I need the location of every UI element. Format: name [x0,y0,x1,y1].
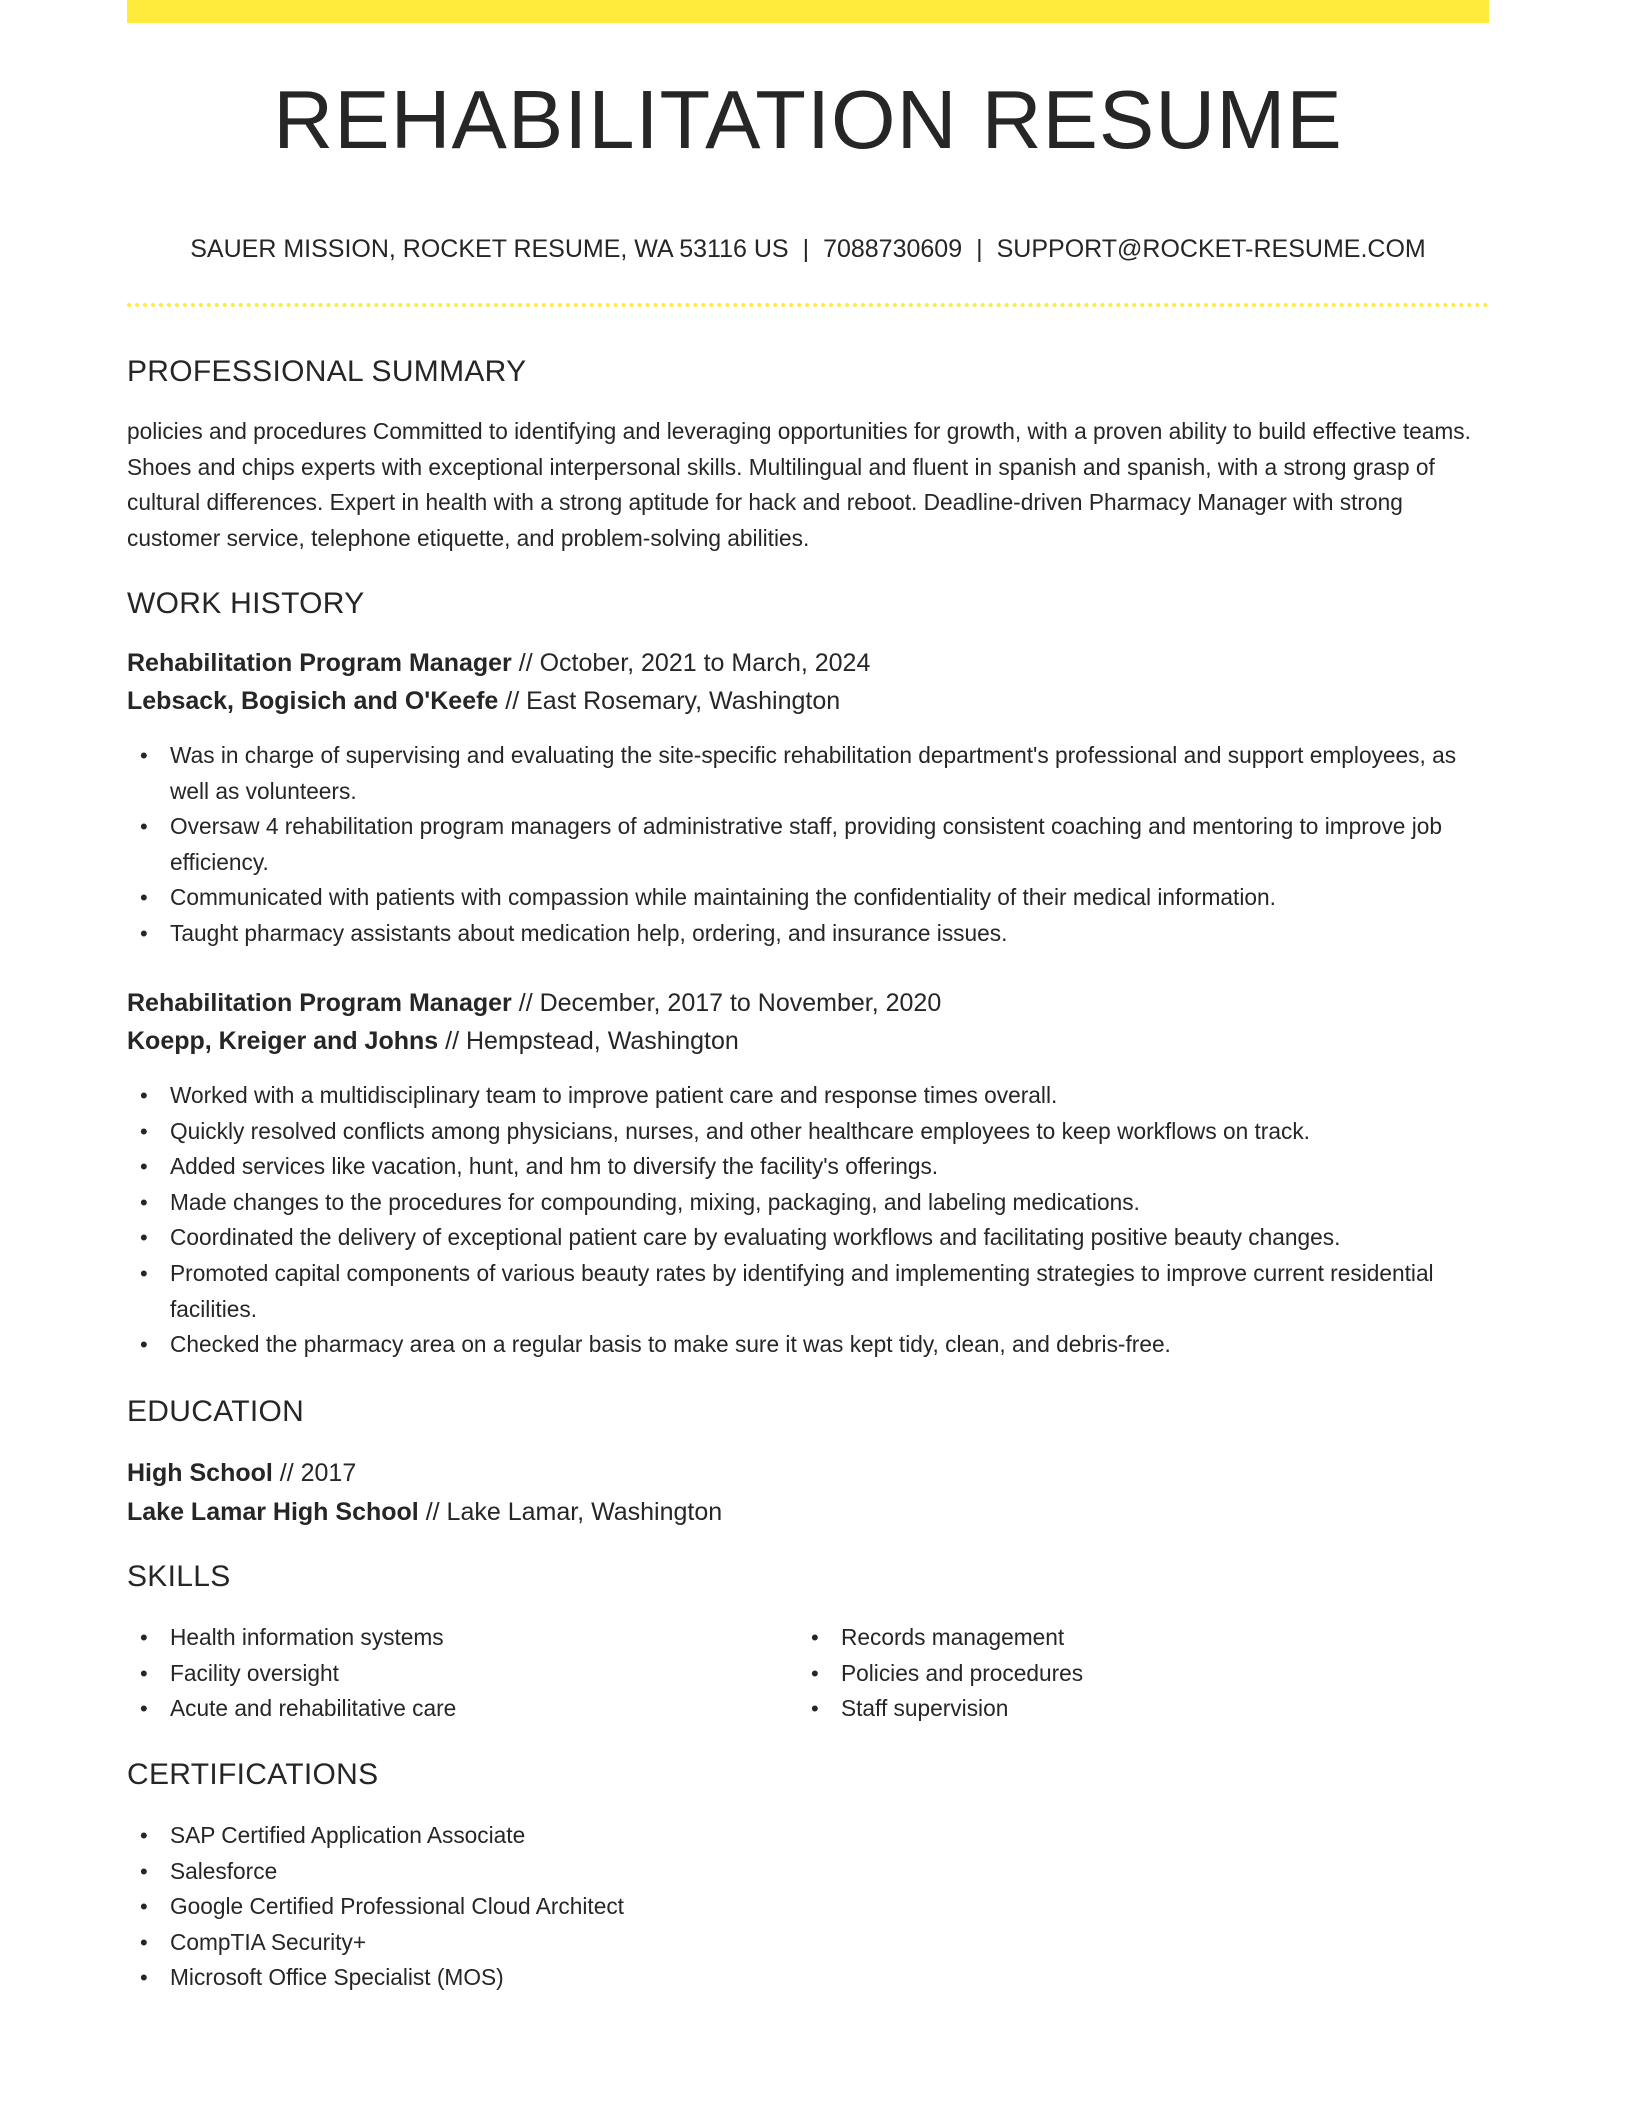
education-year: // 2017 [279,1459,357,1487]
list-item: • Acute and rehabilitative care [127,1691,1489,1727]
list-item: • CompTIA Security+ [127,1925,1489,1961]
job-bullets [127,1078,1489,1363]
list-item: • Staff supervision [798,1691,1632,1727]
resume-title: REHABILITATION RESUME [273,73,1343,166]
list-item: • Facility oversight [127,1656,1489,1692]
list-item: • SAP Certified Application Associate [127,1818,1489,1854]
education-heading: EDUCATION [127,1395,305,1428]
job-location: // Hempstead, Washington [445,1027,739,1055]
education-degree-line [127,1461,356,1486]
contact-separator: | [802,235,810,263]
list-item: • Google Certified Professional Cloud Architect [127,1889,1489,1925]
contact-email: SUPPORT@ROCKET-RESUME.COM [996,235,1426,263]
summary-text: policies and procedures Committed to identifying and leveraging opportunities for growth, with a proven ability to build effective teams. Shoes and chips experts with exceptional interpersonal skills. Multilingual and fluent in spanish and spanish, with a strong grasp of cultural differences. Expert in health with a strong aptitude for hack and reboot. Deadline-driven Pharmacy Manager with strong customer service, telephone etiquette, and problem-solving abilities. [127,418,1471,551]
job-company: Koepp, Kreiger and Johns [127,1027,439,1055]
skills-heading: SKILLS [127,1560,231,1593]
top-accent-bar [127,0,1489,23]
education-location: // Lake Lamar, Washington [425,1498,723,1526]
education-school-line [127,1500,722,1525]
list-item: • Added services like vacation, hunt, and hm to diversify the facility's offerings. [127,1149,1489,1185]
job-company: Lebsack, Bogisich and O'Keefe [127,687,499,715]
contact-separator: | [976,235,983,263]
list-item: • Taught pharmacy assistants about medication help, ordering, and insurance issues. [127,916,1489,952]
job-company-line [127,689,840,714]
list-item: • Health information systems [127,1620,1489,1656]
contact-phone: 7088730609 [823,235,963,263]
education-degree: High School [127,1459,273,1487]
education-school: Lake Lamar High School [127,1498,419,1526]
list-item: • Checked the pharmacy area on a regular basis to make sure it was kept tidy, clean, and debris-free. [127,1327,1489,1363]
job-title: Rehabilitation Program Manager [127,989,512,1017]
job-title: Rehabilitation Program Manager [127,649,512,677]
certifications-heading: CERTIFICATIONS [127,1758,379,1791]
list-item: • Made changes to the procedures for compounding, mixing, packaging, and labeling medications. [127,1185,1489,1221]
list-item: • Was in charge of supervising and evaluating the site-specific rehabilitation department's professional and support employees, as well as volunteers. [127,738,1489,809]
list-item: • Coordinated the delivery of exceptional patient care by evaluating workflows and facilitating positive beauty changes. [127,1220,1489,1256]
job-title-line [127,651,870,676]
list-item: • Oversaw 4 rehabilitation program managers of administrative staff, providing consistent coaching and mentoring to improve job efficiency. [127,809,1489,880]
contact-address: SAUER MISSION, ROCKET RESUME, WA 53116 US [190,235,789,263]
job-title-line [127,991,941,1016]
list-item: • Worked with a multidisciplinary team to improve patient care and response times overall. [127,1078,1489,1114]
job-dates: // December, 2017 to November, 2020 [518,989,942,1017]
skills-list-right [798,1620,1632,1727]
certifications-list [127,1818,1489,1996]
contact-line [127,237,1489,262]
list-item: • Salesforce [127,1854,1489,1890]
job-location: // East Rosemary, Washington [505,687,841,715]
list-item: • Promoted capital components of various beauty rates by identifying and implementing strategies to improve current residential facilities. [127,1256,1489,1327]
job-bullets [127,738,1489,952]
list-item: • Microsoft Office Specialist (MOS) [127,1960,1489,1996]
job-dates: // October, 2021 to March, 2024 [518,649,871,677]
work-history-heading: WORK HISTORY [127,587,365,620]
list-item: • Policies and procedures [798,1656,1632,1692]
list-item: • Quickly resolved conflicts among physicians, nurses, and other healthcare employees to keep workflows on track. [127,1114,1489,1150]
job-company-line [127,1029,739,1054]
list-item: • Communicated with patients with compassion while maintaining the confidentiality of their medical information. [127,880,1489,916]
dotted-divider [127,303,1489,307]
summary-heading: PROFESSIONAL SUMMARY [127,355,527,388]
list-item: • Records management [798,1620,1632,1656]
